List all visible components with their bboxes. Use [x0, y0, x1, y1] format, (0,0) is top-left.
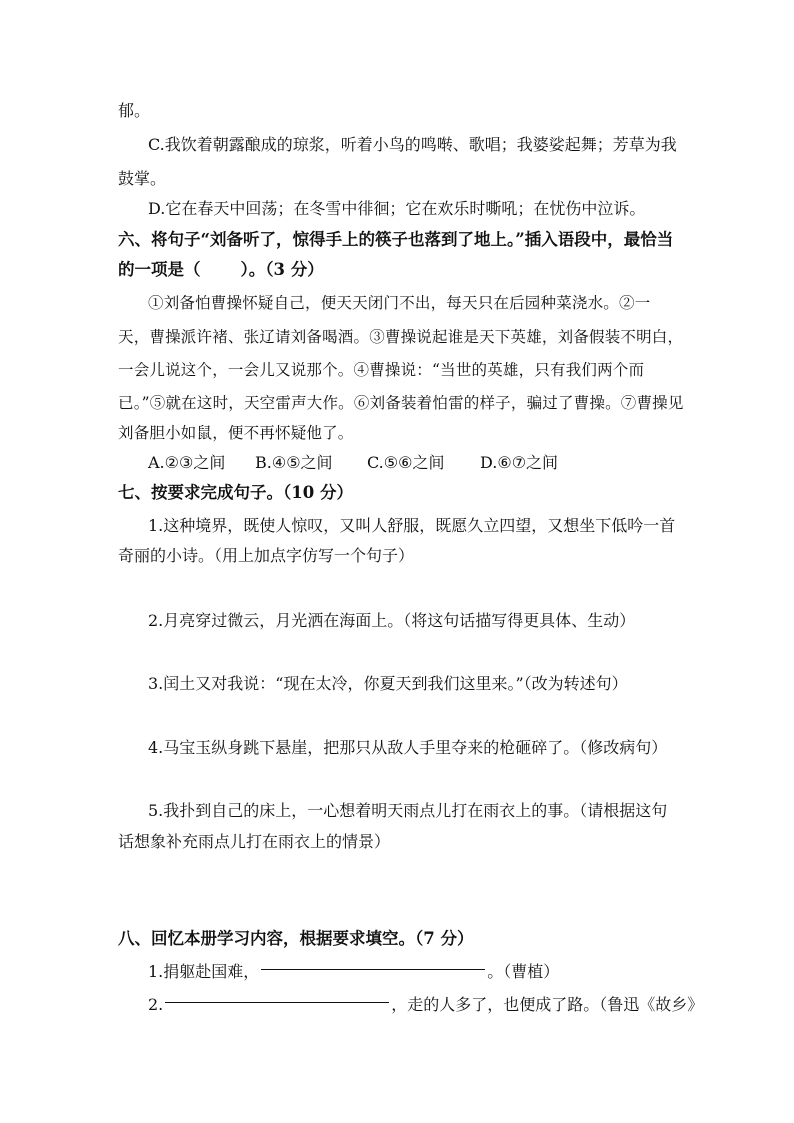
q6-passage-line: 天，曹操派许褚、张辽请刘备喝酒。③曹操说起谁是天下英雄，刘备假装不明白， [118, 328, 684, 346]
q6-heading-prefix: 的一项是（ [118, 260, 201, 279]
q6-passage-line: 一会儿说这个，一会儿又说那个。④曹操说：“当世的英雄，只有我们两个而 [118, 361, 645, 379]
q7-item4: 4.马宝玉纵身跳下悬崖，把那只从敌人手里夺来的枪砸碎了。（修改病句） [148, 738, 668, 757]
option-b-continuation: 郁。 [118, 101, 151, 120]
q6-heading-suffix: ）。（3 分） [240, 260, 324, 279]
q6-option-d[interactable]: D.⑥⑦之间 [480, 453, 559, 472]
q6-passage-line: ①刘备怕曹操怀疑自己，便天天闭门不出，每天只在后园种菜浇水。②一 [148, 294, 651, 312]
q6-heading-line2 [118, 259, 324, 281]
q7-item2: 2.月亮穿过微云，月光洒在海面上。（将这句话描写得更具体、生动） [148, 611, 636, 630]
q6-option-a[interactable]: A.②③之间 [148, 453, 226, 472]
q8-item2-blank[interactable] [165, 1001, 389, 1003]
q8-item1-suffix: 。（曹植） [487, 962, 560, 981]
q6-passage-line: 刘备胆小如鼠，便不再怀疑他了。 [118, 424, 354, 442]
q8-item2-suffix: ，走的人多了，也便成了路。（鲁迅《故乡》 [391, 995, 704, 1014]
q8-item1-prefix: 1.捐躯赴国难， [148, 962, 260, 981]
q7-item5-line1: 5.我扑到自己的床上，一心想着明天雨点儿打在雨衣上的事。（请根据这句 [148, 801, 668, 820]
q7-item3: 3.闰土又对我说：“现在太冷，你夏天到我们这里来。”（改为转述句） [148, 674, 628, 693]
q7-item1-line2: 奇丽的小诗。（用上加点字仿写一个句子） [118, 546, 415, 565]
option-d: D.它在春天中回荡；在冬雪中徘徊；它在欢乐时嘶吼；在忧伤中泣诉。 [148, 199, 646, 218]
q8-item2-prefix: 2. [148, 995, 164, 1014]
q6-option-c[interactable]: C.⑤⑥之间 [367, 453, 445, 472]
q6-heading-line1: 六、将句子“刘备听了，惊得手上的筷子也落到了地上。”插入语段中，最恰当 [118, 230, 674, 249]
q8-item1-blank[interactable] [261, 968, 485, 970]
q7-item5-line2: 话想象补充雨点儿打在雨衣上的情景） [118, 832, 391, 851]
q6-passage-line: 已。”⑤就在这时，天空雷声大作。⑥刘备装着怕雷的样子，骗过了曹操。⑦曹操见 [118, 394, 684, 412]
q8-heading: 八、回忆本册学习内容，根据要求填空。（7 分） [118, 929, 474, 948]
option-c-line2: 鼓掌。 [118, 169, 167, 188]
q8-item2 [148, 994, 703, 1016]
q8-item1 [148, 961, 559, 983]
q6-option-b[interactable]: B.④⑤之间 [255, 453, 333, 472]
q7-heading: 七、按要求完成句子。（10 分） [118, 483, 353, 502]
option-c-line1: C.我饮着朝露酿成的琼浆，听着小鸟的鸣啭、歌唱；我婆娑起舞；芳草为我 [148, 135, 677, 154]
q7-item1-line1: 1.这种境界，既使人惊叹，又叫人舒服，既愿久立四望，又想坐下低吟一首 [148, 516, 676, 535]
